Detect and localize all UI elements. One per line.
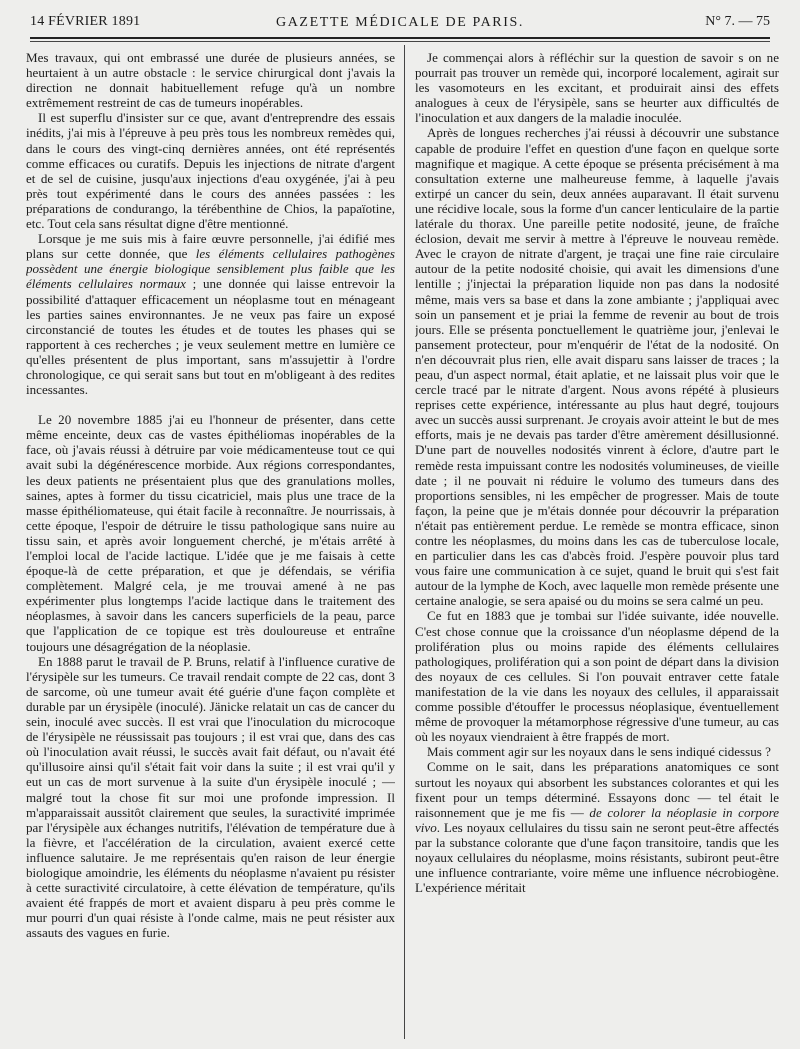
paragraph: Après de longues recherches j'ai réussi à découvrir une substance capable de produire l'effet en question d'une façon en quelque sorte magnifique et magique. A cette époque se présenta précisément à ma consultation externe une malheureuse femme, à laquelle j'avais extirpé un cancer du sein, deux années auparavant. Il était survenu une récidive locale, sous la forme d'un cancer lenticulaire de la partie latérale du thorax. Une pareille petite nodosité, jeune, de fraîche éclosion, devait me servir à mettre à l'épreuve le nouveau remède. Avec le crayon de nitrate d'argent, je traçai une fine raie circulaire autour de la petite nodosité choisie, qui avait les dimensions d'une lentille ; j'injectai la préparation liquide non pas dans la nodosité même, mais vers sa base et dans la zone ambiante ; j'appliquai avec soin un pansement et je priai la femme de revenir au bout de trois jours. Elle se présenta ponctuellement le quatrième jour, j'enlevai le pansement protecteur, pour m'enquérir de l'état de la nodosité. On n'en découvrait plus rien, elle avait disparu sans laisser de traces ; la peau, d'un aspect normal, était aplatie, et ne laissait plus voir que le cercle tracé par le nitrate d'argent. Nous avons répété à plusieurs reprises cette expérience, intéressante au plus haut degré, toujours avec un succès aussi surprenant. Je croyais avoir atteint le but de mes efforts, mais je ne devais pas tarder d'être amèrement désillusionné. D'une part de nouvelles nodosités vinrent à éclore, d'autre part le remède resta impuissant contre les nodosités volumineuses, de vieille date ; il ne pouvait ni réduire le volumo des tumeurs dans des proportions sensibles, ni les empêcher de progresser. Mais de toute façon, la peine que je m'étais donnée pour découvrir la préparation n'était pas entièrement perdue. Le remède se montra efficace, sinon contre les néoplasmes, du moins dans les cas de tuberculose locale, en particulier dans les cas d'abcès froid. J'espère pouvoir plus tard vous faire une communication à ce sujet, quand le bruit qui s'est fait autour de la lymphe de Koch, avec laquelle mon remède présente une certaine analogie, se sera apaisé ou du moins se sera calmé un peu. xyxy=(415,125,779,609)
column-divider xyxy=(404,45,405,1039)
page-header xyxy=(30,8,770,38)
paragraph-text: Comme on le sait, dans les préparations anatomiques ce sont surtout les noyaux qui absorbent les substances colorantes et qui les fixent pour un temps déterminé. Essayons donc — tel était le raisonnement que je me fis — xyxy=(415,759,779,820)
paragraph: Il est superflu d'insister sur ce que, avant d'entreprendre des essais inédits, j'ai mis à l'épreuve à peu près tous les nombreux remèdes qui, dans le cours des vingt-cinq dernières années, ont été représentés comme efficaces ou curatifs. Depuis les injections de nitrate d'argent et de sel de cuisine, jusqu'aux injections d'eau oxygénée, j'ai à peu près tout expérimenté dans le cours des années passées : les préparations de condurango, la térébenthine de Chios, la papaïotine, etc. Tout cela sans résultat digne d'être mentionné. xyxy=(26,110,395,232)
italic-text: de colorer la néoplasie in corpore vivo xyxy=(415,804,779,835)
paragraph xyxy=(26,231,395,397)
paragraph: Mes travaux, qui ont embrassé une durée de plusieurs années, se heurtaient à un autre obstacle : le service chirurgical dont j'avais la direction ne donnait habituellement refuge qu'à un nombre extrêmement restreint de cas de tumeurs inopérables. xyxy=(26,50,395,111)
right-column xyxy=(415,50,779,1037)
paragraph: Le 20 novembre 1885 j'ai eu l'honneur de présenter, dans cette même enceinte, deux cas de vastes épithéliomas inopérables de la face, où j'avais réussi à détruire par voie médicamenteuse tout ce qui avait subi la dégénérescence morbide. Aux régions correspondantes, les deux patients ne présentaient plus que des granulations molles, saines, aptes à former du tissu cicatriciel, mais plus une trace de la masse épithéliomateuse, qui était facile à reconnaître. Je nourrissais, à cette époque, l'espoir de détruire le tissu pathologique sans nuire au tissu sain, et après avoir longuement cherché, je m'étais arrêté à l'emploi local de l'acide lactique. L'idée que je me faisais à cette époque-là de cette préparation, et que je défendais, se vérifia complètement. Malgré cela, je me trouvai amené à ne pas expérimenter plus longtemps l'acide lactique dans le traitement des néoplasmes, à savoir dans les cancers superficiels de la peau, parce que l'application de ce topique est très douloureuse et entraîne toujours une désagrégation de la néoplasie. xyxy=(26,412,395,654)
header-rule xyxy=(30,37,770,39)
journal-title: GAZETTE MÉDICALE DE PARIS. xyxy=(276,15,524,30)
left-column xyxy=(26,50,395,1037)
paragraph: En 1888 parut le travail de P. Bruns, relatif à l'influence curative de l'érysipèle sur les tumeurs. Ce travail rendait compte de 22 cas, dont 3 de sarcome, où une tumeur avait été guérie d'une façon complète et durable par un érysipèle (inoculé). Jänicke relatait un cas de cancer du sein, inoculé avec succès. Il est vrai que l'inoculation du microcoque de l'érysipèle ne réussissait pas toujours ; il est vrai que, dans des cas où l'inoculation avait réussi, le succès avait fait défaut, ou n'avait été qu'illusoire ainsi qu'il s'était fait voir dans la suite ; il est vrai qu'il y eut un cas de mort survenue à la suite d'un érysipèle inoculé ; — malgré tout la chose fit sur moi une profonde impression. Il m'apparaissait aussitôt clairement que seules, la suractivité imprimée par l'érysipèle aux échanges nutritifs, l'élévation de température due à la fièvre, et l'accélération de la circulation, avaient exercé cette influence salutaire. Je me représentais qu'en raison de leur énergie biologique amoindrie, les éléments du néoplasme n'avaient pu résister à cette suractivité circulatoire, à cette élévation de température, qu'ils avaient été frappés de mort et avaient disparu à peu près comme le mur pourri d'un quai résiste à l'onde calme, mais ne peut résister aux assauts des vagues en furie. xyxy=(26,653,395,941)
paragraph-text: . Les noyaux cellulaires du tissu sain ne seront peut-être affectés par la substance colorante que d'une façon transitoire, tandis que les noyaux cellulaires du néoplasme, moins résistants, subiront peut-être une influence contrariante, voire même une influence nécrobiogène. L'expérience méritait xyxy=(415,819,779,896)
paragraph-text: Lorsque je me suis mis à faire œuvre personnelle, j'ai édifié mes plans sur cette donnée, que xyxy=(26,231,395,262)
paragraph-text: ; une donnée qui laisse entrevoir la possibilité d'attaquer efficacement un néoplasme tout en ménageant les parties saines environnantes. Je ne veux pas faire un exposé circonstancié de toutes les études et de toutes les phases qui se rapportent à ces recherches ; je veux seulement mettre en lumière ce qu'elles présentent de plus important, sans m'assujettir à l'ordre chronologique, ce qui serait sans but tout en m'obligeant à des redites incessantes. xyxy=(26,276,395,398)
page-number: N° 7. — 75 xyxy=(705,14,770,29)
header-rule-thin xyxy=(30,41,770,42)
italic-text: les éléments cellulaires pathogènes possèdent une énergie biologique sensiblement plus faible que les éléments cellulaires normaux xyxy=(26,246,395,292)
paragraph: Mais comment agir sur les noyaux dans le sens indiqué cidessus ? xyxy=(427,744,771,760)
paragraph: Ce fut en 1883 que je tombai sur l'idée suivante, idée nouvelle. C'est chose connue que la croissance d'un néoplasme dépend de la prolifération plus ou moins rapide des éléments cellulaires pathologiques, prolifération qui a son point de départ dans la division des noyaux de ces cellules. Si l'on pouvait entraver cette fatale manifestation de la vie dans les noyaux des cellules, il apparaissait comme possible d'étouffer le processus néoplasique, éventuellement même de provoquer la métamorphose régressive d'une tumeur, au cas où les noyaux viendraient à être frappés de mort. xyxy=(415,608,779,745)
issue-date: 14 FÉVRIER 1891 xyxy=(30,14,141,29)
paragraph: Je commençai alors à réfléchir sur la question de savoir s on ne pourrait pas trouver un remède qui, incorporé localement, agirait sur les vasomoteurs en les excitant, et produirait ainsi des effets analogues à ceux de l'érysipèle, sans se heurter aux difficultés de l'inoculation et aux dangers de la maladie inoculée. xyxy=(415,50,779,126)
paragraph xyxy=(415,759,779,895)
